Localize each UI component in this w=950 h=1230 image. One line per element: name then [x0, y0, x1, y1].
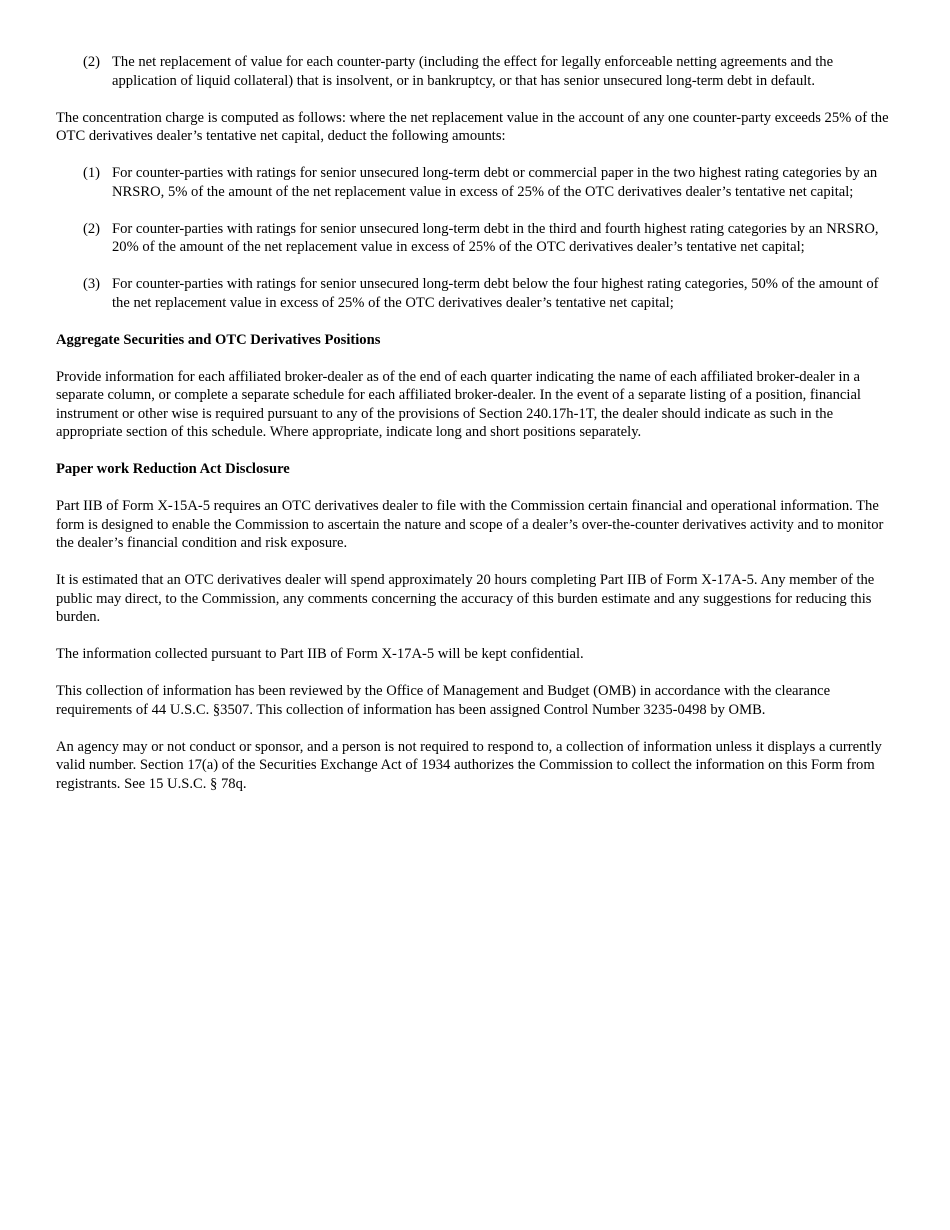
list-item-below-four-ratings	[83, 275, 892, 312]
list-item-text: The net replacement of value for each counter-party (including the effect for legally enforceable netting agreements and the application of liquid collateral) that is insolvent, or in bankruptcy, or that has senior unsecured long-term debt in default.	[112, 54, 834, 89]
list-item-text: For counter-parties with ratings for senior unsecured long-term debt below the four highest rating categories, 50% of the amount of the net replacement value in excess of 25% of the OTC derivatives dealer’s tentative net capital;	[112, 276, 879, 311]
list-item-number: (2)	[83, 220, 101, 237]
paperwork-paragraph-burden: It is estimated that an OTC derivatives dealer will spend approximately 20 hours completing Part IIB of Form X-17A-5. Any member of the public may direct, to the Commission, any comments concerning the accuracy of this burden estimate and any suggestions for reducing this burden.	[56, 572, 875, 625]
document-page	[56, 53, 892, 812]
aggregate-positions-heading: Aggregate Securities and OTC Derivatives Positions	[56, 331, 381, 348]
paperwork-paragraph-authority: An agency may or not conduct or sponsor, and a person is not required to respond to, a collection of information unless it displays a currently valid number. Section 17(a) of the Securities Exchange Act of 1934 authorizes the Commission to collect the information on this Form from registrants. See 15 U.S.C. § 78q.	[56, 738, 882, 792]
concentration-charge-paragraph: The concentration charge is computed as follows: where the net replacement value in the account of any one counter-party exceeds 25% of the OTC derivatives dealer’s tentative net capital, deduct the following amounts:	[56, 109, 889, 144]
paperwork-paragraph-purpose: Part IIB of Form X-15A-5 requires an OTC derivatives dealer to file with the Commission certain financial and operational information. The form is designed to enable the Commission to ascertain the nature and scope of a dealer’s over-the-counter derivatives activity and to monitor the dealer’s financial condition and risk exposure.	[56, 498, 884, 551]
list-item-third-fourth-ratings	[83, 220, 892, 257]
list-item-text: For counter-parties with ratings for senior unsecured long-term debt or commercial paper in the two highest rating categories by an NRSRO, 5% of the amount of the net replacement value in excess of 25% of the OTC derivatives dealer’s tentative net capital;	[112, 165, 878, 200]
list-item-text: For counter-parties with ratings for senior unsecured long-term debt in the third and fourth highest rating categories by an NRSRO, 20% of the amount of the net replacement value in excess of 25% of the OTC derivatives dealer’s tentative net capital;	[112, 220, 879, 255]
aggregate-positions-paragraph: Provide information for each affiliated broker-dealer as of the end of each quarter indicating the name of each affiliated broker-dealer in a separate column, or complete a separate schedule for each affiliated broker-dealer. In the event of a separate listing of a position, financial instrument or other wise is required pursuant to any of the provisions of Section 240.17h-1T, the dealer should indicate as such in the appropriate section of this schedule. Where appropriate, indicate long and short positions separately.	[56, 368, 861, 440]
list-item-number: (1)	[83, 165, 101, 181]
list-item-number: (3)	[83, 276, 101, 292]
list-item-number: (2)	[83, 54, 101, 70]
list-item-top-ratings	[83, 164, 892, 201]
list-item-insolvent-counterparty	[83, 53, 892, 90]
paperwork-paragraph-confidential: The information collected pursuant to Part IIB of Form X-17A-5 will be kept confidential.	[56, 646, 584, 662]
paperwork-paragraph-omb: This collection of information has been reviewed by the Office of Management and Budget (OMB) in accordance with the clearance requirements of 44 U.S.C. §3507. This collection of information has been assigned Control Number 3235-0498 by OMB.	[56, 683, 831, 718]
paperwork-reduction-heading: Paper work Reduction Act Disclosure	[56, 461, 290, 477]
